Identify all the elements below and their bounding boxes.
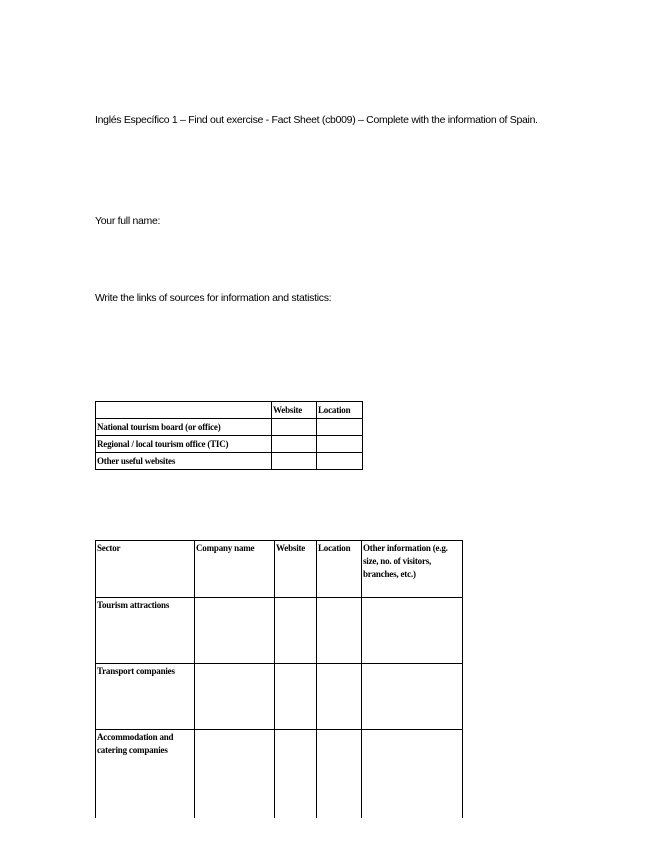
header-cell-other-information: Other information (e.g. size, no. of visitors, branches, etc.) (362, 541, 463, 598)
location-cell[interactable] (317, 730, 362, 819)
header-cell-website: Website (275, 541, 317, 598)
document-title: Inglés Específico 1 – Find out exercise - Fact Sheet (cb009) – Complete with the information of Spain. (95, 114, 538, 126)
table-header-row (96, 541, 463, 598)
website-cell[interactable] (275, 730, 317, 819)
header-cell-company-name: Company name (195, 541, 275, 598)
table-row (96, 453, 363, 470)
row-label-other-websites: Other useful websites (96, 453, 272, 470)
website-cell[interactable] (275, 598, 317, 664)
website-cell[interactable] (272, 453, 317, 470)
table-header-row (96, 402, 363, 419)
company-name-cell[interactable] (195, 730, 275, 819)
sector-cell-accommodation-catering: Accommodation and catering companies (96, 730, 195, 819)
table-row (96, 664, 463, 730)
table-row (96, 436, 363, 453)
header-cell-location: Location (317, 402, 363, 419)
header-cell-sector: Sector (96, 541, 195, 598)
sources-table (95, 401, 363, 470)
links-label: Write the links of sources for information and statistics: (95, 292, 332, 304)
other-information-cell[interactable] (362, 730, 463, 819)
sector-cell-transport-companies: Transport companies (96, 664, 195, 730)
location-cell[interactable] (317, 598, 362, 664)
full-name-label: Your full name: (95, 215, 161, 227)
other-information-cell[interactable] (362, 598, 463, 664)
row-label-national-board: National tourism board (or office) (96, 419, 272, 436)
website-cell[interactable] (275, 664, 317, 730)
sector-cell-tourism-attractions: Tourism attractions (96, 598, 195, 664)
table-row (96, 598, 463, 664)
company-name-cell[interactable] (195, 598, 275, 664)
location-cell[interactable] (317, 419, 363, 436)
sector-table (95, 540, 463, 818)
row-label-regional-office: Regional / local tourism office (TIC) (96, 436, 272, 453)
location-cell[interactable] (317, 436, 363, 453)
location-cell[interactable] (317, 453, 363, 470)
table-row (96, 419, 363, 436)
header-cell-empty (96, 402, 272, 419)
header-cell-location: Location (317, 541, 362, 598)
other-information-cell[interactable] (362, 664, 463, 730)
location-cell[interactable] (317, 664, 362, 730)
website-cell[interactable] (272, 419, 317, 436)
table-row (96, 730, 463, 819)
company-name-cell[interactable] (195, 664, 275, 730)
header-cell-website: Website (272, 402, 317, 419)
website-cell[interactable] (272, 436, 317, 453)
